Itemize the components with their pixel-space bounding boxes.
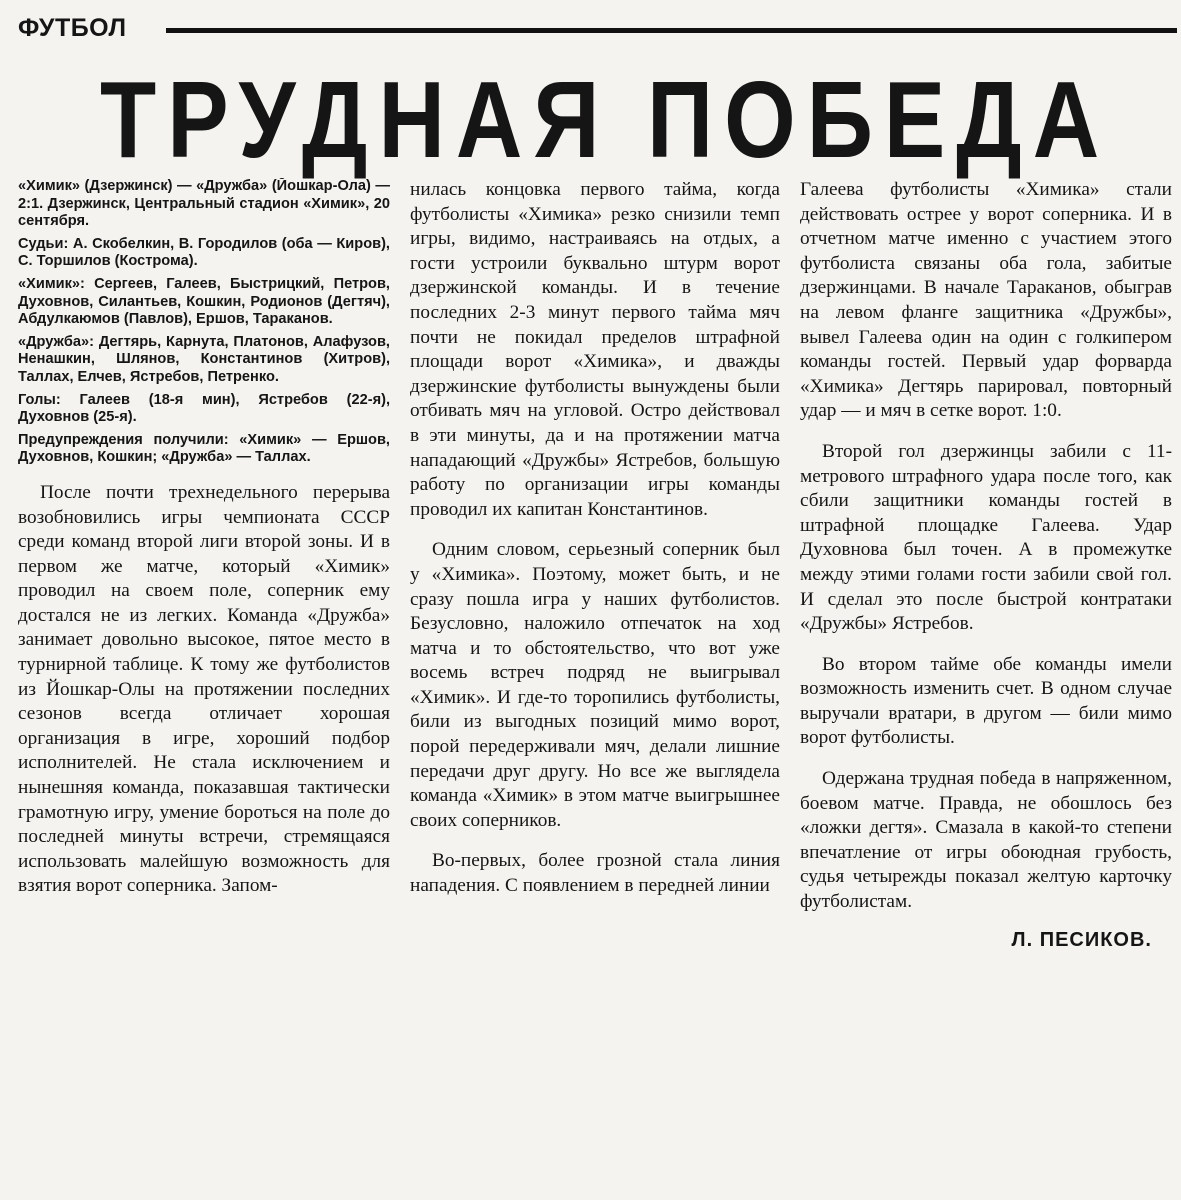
- rubric-header: [14, 14, 1181, 46]
- author-signature: Л. ПЕСИКОВ.: [1011, 928, 1152, 951]
- article-column-3: [800, 178, 1172, 1188]
- match-warnings: Предупреждения получили: «Химик» — Ершов, Духовнов, Кошкин; «Дружба» — Таллах.: [18, 431, 390, 466]
- article-paragraph: Галеева футболисты «Химика» стали действовать острее у ворот соперника. И в отчетном матче именно с участием этого футболиста связаны оба гола, забитые дзержинцами. В начале Тараканов, обыграв на левом фланге защитника «Дружбы», вывел Галеева один на один с голкипером команды гостей. Первый удар форварда «Химика» Дегтярь парировал, повторный удар — и мяч в сетке ворот. 1:0.: [800, 179, 1172, 422]
- article-paragraph: нилась концовка первого тайма, когда футболисты «Химика» резко снизили темп игры, видимо, настраиваясь на отдых, а гости устроили буквально штурм ворот дзержинской команды. И в течение последних 2-3 минут первого тайма мяч почти не покидал пределов штрафной площади ворот «Химика», и дважды дзержинские футболисты вынуждены были отбивать мяч на угловой. Остро действовал в эти минуты, да и на протяжении матча нападающий «Дружбы» Ястребов, большую работу по организации игры команды проводил их капитан Константинов.: [410, 179, 780, 520]
- article-column-2: [410, 178, 780, 1188]
- article-body-col1: [18, 481, 390, 899]
- article-paragraph: Во-первых, более грозной стала линия нападения. С появлением в передней линии: [410, 850, 780, 897]
- article-paragraph: После почти трехнедельного перерыва возобновились игры чемпионата СССР среди команд второй лиги второй зоны. И в первом же матче, который «Химик» проводил на своем поле, соперник ему достался не из легких. Команда «Дружба» занимает довольно высокое, пятое место в турнирной таблице. К тому же футболистов из Йошкар-Олы на протяжении последних сезонов всегда отличает хорошая организация в игре, хороший подбор исполнителей. Не стала исключением и нынешняя команда, показавшая тактически грамотную игру, умение бороться на поле до последней минуты встречи, стремящаяся использовать малейшую возможность для взятия ворот соперника. Запом-: [18, 481, 390, 897]
- match-referees: Судьи: А. Скобелкин, В. Городилов (оба — Киров), С. Торшилов (Кострома).: [18, 235, 390, 270]
- article-paragraph: Одним словом, серьезный соперник был у «Химика». Поэтому, может быть, и не сразу пошла игра у наших футболистов. Безусловно, наложило отпечаток на ход матча и то обстоятельство, что вот уже восемь встреч подряд не выигрывал «Химик». И где-то торопились футболисты, били из выгодных позиций мимо ворот, порой передерживали мяч, делали лишние передачи друг другу. Но все же выглядела команда «Химик» в этом матче выигрышнее своих соперников.: [410, 539, 780, 831]
- article-paragraph: Во втором тайме обе команды имели возможность изменить счет. В одном случае выручали вратари, в другом — били мимо ворот футболисты.: [800, 653, 1172, 749]
- khimik-lineup: «Химик»: Сергеев, Галеев, Быстрицкий, Петров, Духовнов, Силантьев, Кошкин, Родионов (Дегтяч), Абдулкаюмов (Павлов), Ершов, Тараканов.: [18, 275, 390, 328]
- article-paragraph: Второй гол дзержинцы забили с 11-метрового штрафного удара после того, как сбили защитники команды гостей в штрафной площадке Галеева. Удар Духовнова был точен. А в промежутке между этими голами гости забили свой гол. И сделал это после быстрой контратаки «Дружбы» Ястребов.: [800, 440, 1172, 635]
- druzhba-lineup: «Дружба»: Дегтярь, Карнута, Платонов, Алафузов, Ненашкин, Шлянов, Константинов (Хитров), Таллах, Елчев, Ястребов, Петренко.: [18, 333, 390, 385]
- match-info-block: [18, 178, 390, 467]
- rubric-rule: [166, 28, 1177, 33]
- article-headline: ТРУДНАЯ ПОБЕДА: [100, 60, 1111, 181]
- article-column-1: [18, 178, 390, 1188]
- article-paragraph: Одержана трудная победа в напряженном, боевом матче. Правда, не обошлось без «ложки дегтя». Смазала в какой-то степени впечатление от игры обоюдная грубость, судья четырежды показал желтую карточку футболистам.: [800, 768, 1172, 913]
- match-result: «Химик» (Дзержинск) — «Дружба» (Йошкар-Ола) — 2:1. Дзержинск, Центральный стадион «Химик», 20 сентября.: [18, 178, 390, 230]
- rubric-label: ФУТБОЛ: [18, 14, 127, 42]
- match-goals: Голы: Галеев (18-я мин), Ястребов (22-я), Духовнов (25-я).: [18, 391, 390, 426]
